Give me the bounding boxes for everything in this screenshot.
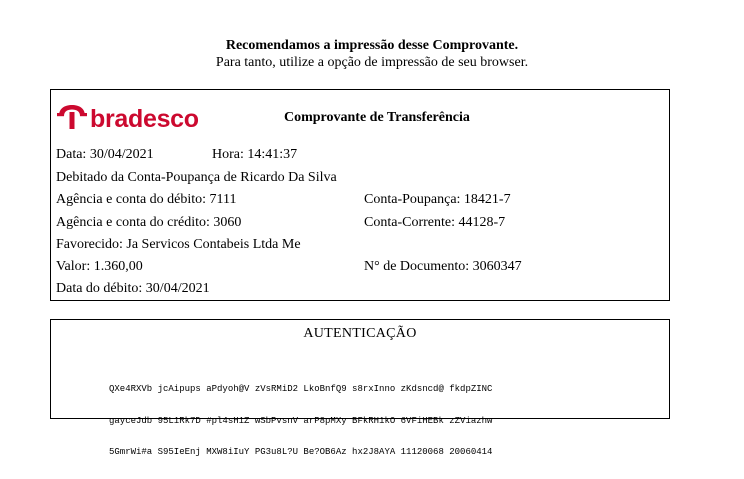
credit-branch-account: Agência e conta do crédito: 3060 [56,215,242,230]
receipt-title: Comprovante de Transferência [284,110,470,125]
document-number: N° de Documento: 3060347 [364,259,522,274]
print-notice-subtitle: Para tanto, utilize a opção de impressão de seu browser. [215,55,529,70]
print-notice [0,37,744,71]
beneficiary: Favorecido: Ja Servicos Contabeis Ltda Me [56,237,301,252]
transfer-time: Hora: 14:41:37 [212,147,298,162]
brand-name: bradesco [90,104,199,133]
debited-from: Debitado da Conta-Poupança de Ricardo Da Silva [56,170,337,185]
authentication-box [50,319,670,457]
authentication-line: 5GmrWi#a S95IeEnj MXW8iIuY PG3u8L?U Be?OB6Az hx2J8AYA 11120068 20060414 [109,447,493,457]
authentication-line: gayceJdb 95L1Rk7D #pl4sH1Z wSbPvsnV arP8pMXy BFkRH1kO 6VFiHEBk zZViazhw [109,415,493,426]
print-notice-title: Recomendamos a impressão desse Comprovante. [225,38,519,53]
authentication-line: QXe4RXVb jcAipups aPdyoh@V zVsRMiD2 LkoBnfQ9 s8rxInno zKdsncd@ fkdpZINC [109,384,493,394]
bradesco-tree-icon [57,103,87,131]
authentication-title: AUTENTICAÇÃO [303,326,417,341]
amount: Valor: 1.360,00 [56,259,143,274]
debit-date: Data do débito: 30/04/2021 [56,281,210,296]
savings-account: Conta-Poupança: 18421-7 [364,192,511,207]
bradesco-logo [57,102,199,132]
debit-branch-account: Agência e conta do débito: 7111 [56,192,237,207]
checking-account: Conta-Corrente: 44128-7 [364,215,506,230]
transfer-date: Data: 30/04/2021 [56,147,154,162]
authentication-code [109,363,492,479]
transfer-receipt [50,89,670,301]
